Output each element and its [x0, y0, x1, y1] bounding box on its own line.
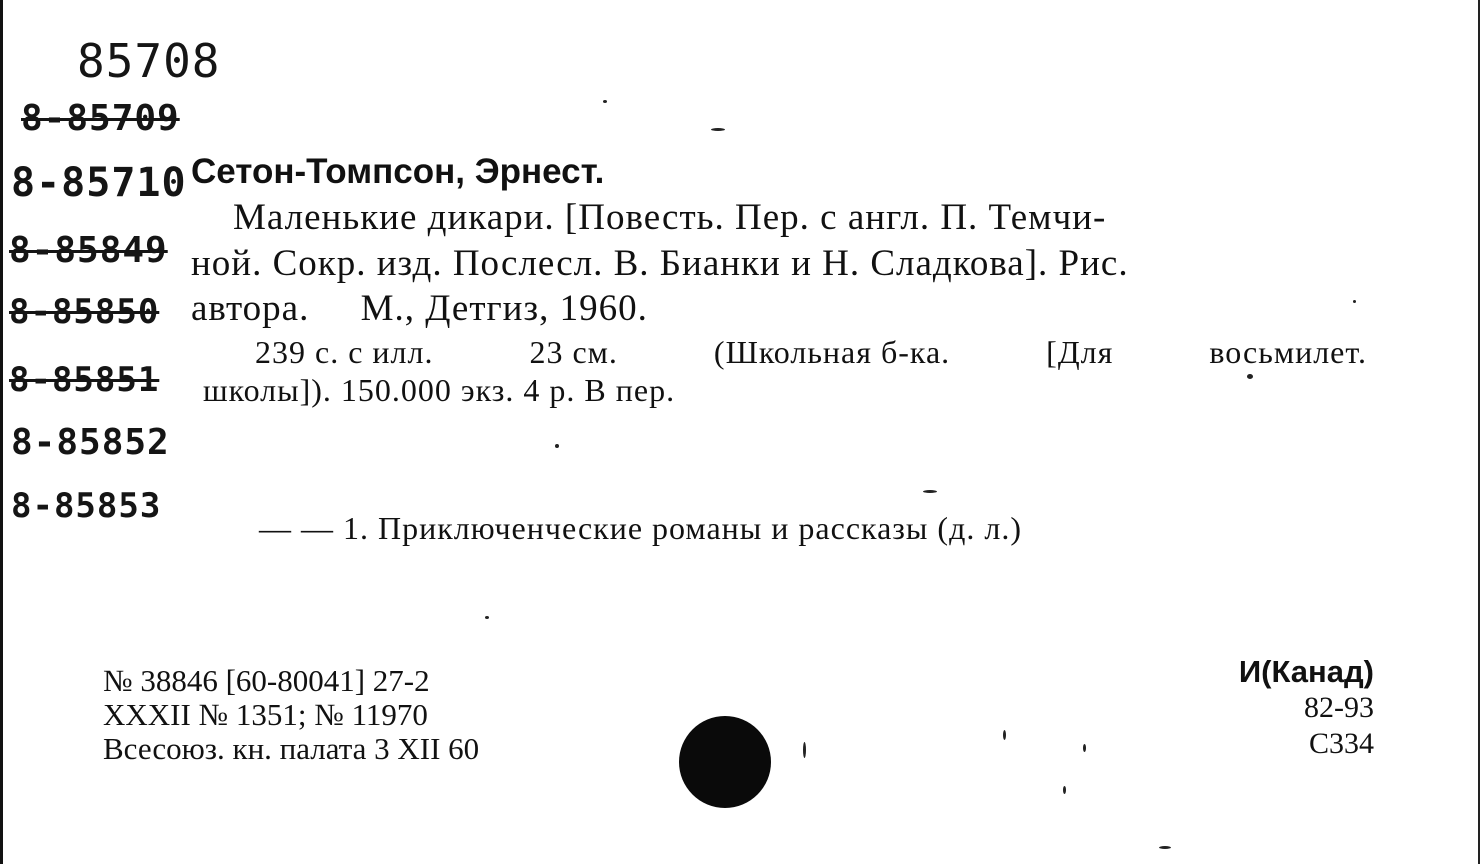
footer-classification: [1239, 654, 1374, 762]
inventory-number: 85708: [77, 34, 221, 88]
scan-speck: [1353, 300, 1356, 303]
scan-speck: [1063, 786, 1066, 794]
footer-registration: [103, 664, 479, 766]
author-mark: С334: [1308, 727, 1374, 760]
inventory-number: 8-85710: [11, 160, 187, 206]
classification-code: И(Канад): [1238, 654, 1374, 689]
subject-heading: — — 1. Приключенческие романы и рассказы (д. л.): [259, 510, 1022, 546]
inventory-number-struck: 8-85709: [21, 98, 180, 139]
series-note-text: [Для: [1046, 334, 1114, 370]
inventory-number-struck: 8-85849: [9, 230, 168, 271]
physical-description-line-1: [255, 334, 1367, 371]
registration-line-2: XXXII № 1351; № 11970: [103, 697, 428, 732]
series-note-text-2: восьмилет.: [1209, 334, 1367, 370]
author-heading: Сетон-Томпсон, Эрнест.: [191, 152, 605, 191]
punch-hole: [679, 716, 771, 808]
title-line-2: ной. Сокр. изд. Послесл. В. Бианки и Н. Сладкова]. Рис.: [191, 243, 1129, 284]
classification-index: 82-93: [1304, 691, 1374, 724]
pages-text: 239 с. с илл.: [255, 334, 434, 370]
scan-speck: [711, 128, 725, 131]
title-line-1: Маленькие дикари. [Повесть. Пер. с англ. П. Темчи-: [233, 197, 1107, 238]
scan-speck: [1247, 374, 1253, 379]
physical-description-line-2: школы]). 150.000 экз. 4 р. В пер.: [203, 372, 676, 408]
inventory-number: 8-85852: [11, 422, 170, 463]
scan-speck: [1159, 846, 1171, 849]
scan-speck: [803, 742, 806, 758]
scan-speck: [923, 490, 937, 493]
scan-speck: [1083, 744, 1086, 752]
inventory-number-struck: 8-85851: [9, 360, 160, 400]
size-text: 23 см.: [529, 334, 618, 370]
series-text: (Школьная б-ка.: [713, 334, 951, 370]
registration-line-3: Всесоюз. кн. палата 3 XII 60: [103, 731, 480, 766]
inventory-number-struck: 8-85850: [9, 292, 160, 332]
inventory-number: 8-85853: [11, 486, 162, 526]
scan-speck: [1003, 730, 1006, 740]
scan-speck: [485, 616, 489, 619]
registration-line-1: № 38846 [60-80041] 27-2: [103, 663, 430, 698]
scan-speck: [555, 444, 559, 448]
scan-speck: [603, 100, 607, 103]
title-line-3: автора. М., Детгиз, 1960.: [191, 288, 648, 329]
